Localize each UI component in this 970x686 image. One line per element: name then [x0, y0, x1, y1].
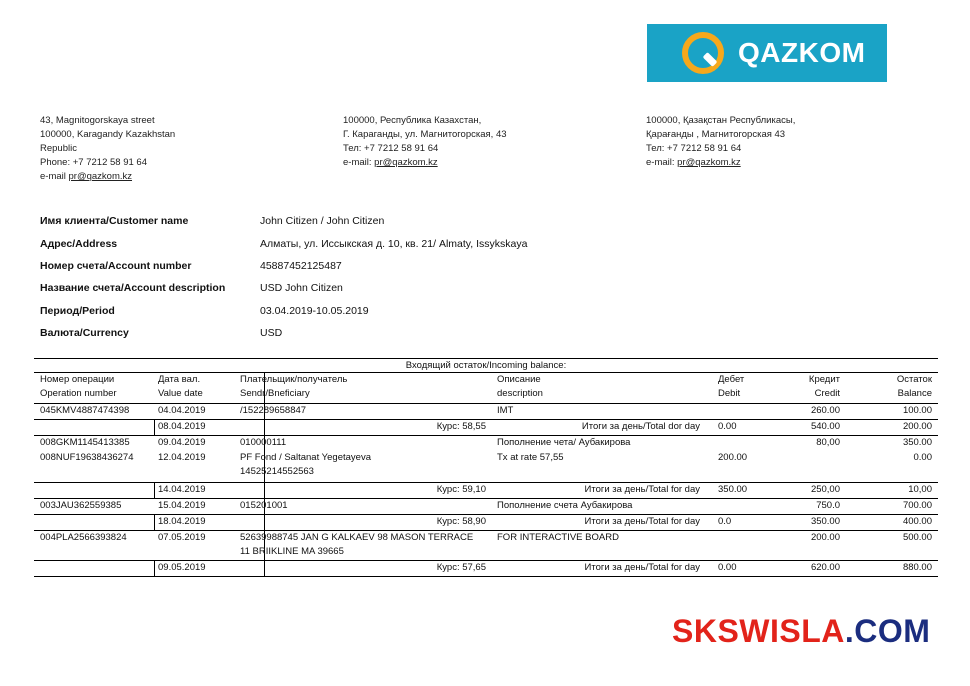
- total-label: Итоги за день/Total dor day: [581, 421, 700, 432]
- balance: 10,00: [908, 484, 932, 495]
- logo-text: QAZKOM: [738, 37, 866, 68]
- address-phone: Тел: +7 7212 58 91 64: [343, 143, 439, 154]
- value-date: 09.04.2019: [158, 437, 206, 448]
- value-date: 12.04.2019: [158, 452, 206, 463]
- debit: 0.0: [718, 516, 732, 527]
- description: Пополнение чета/ Аубакирова: [497, 437, 631, 448]
- operation-number: 004PLA2566393824: [40, 532, 127, 543]
- address-line: 100000, Karagandy Kazakhstan: [40, 129, 176, 140]
- account-number-label: Номер счета/Account number: [40, 259, 192, 272]
- address-phone: Тел: +7 7212 58 91 64: [646, 143, 742, 154]
- credit: 250,00: [810, 484, 840, 495]
- header-debit-en: Debit: [718, 388, 741, 399]
- header-op-ru: Номер операции: [40, 374, 115, 385]
- header-balance-ru: Остаток: [896, 374, 932, 385]
- value-date: 14.04.2019: [158, 484, 206, 495]
- payer: /152289658847: [240, 405, 307, 416]
- balance: 500.00: [902, 532, 932, 543]
- payer: 52639988745 JAN G KALKAEV 98 MASON TERRACE: [240, 532, 474, 543]
- debit: 350.00: [718, 484, 748, 495]
- address-line: 100000, Республика Казахстан,: [343, 115, 482, 126]
- total-label: Итоги за день/Total for day: [584, 562, 700, 573]
- payer: 015201001: [240, 500, 288, 511]
- exchange-rate: Курс: 59,10: [436, 484, 486, 495]
- credit: 350.00: [810, 516, 840, 527]
- balance: 350.00: [902, 437, 932, 448]
- operation-number: 008NUF19638436274: [40, 452, 134, 463]
- description: IMT: [497, 405, 514, 416]
- debit: 0.00: [718, 562, 737, 573]
- address-line: Г. Караганды, ул. Магнитогорская, 43: [343, 129, 507, 140]
- bank-logo: [647, 24, 887, 82]
- balance: 200.00: [902, 421, 932, 432]
- address-block-russian: [343, 114, 507, 170]
- description: Пополнение счета Аубакирова: [497, 500, 633, 511]
- description: Tx at rate 57,55: [497, 452, 564, 463]
- header-debit-ru: Дебет: [718, 374, 745, 385]
- address-block-english: [40, 114, 175, 184]
- operation-number: 045KMV4887474398: [40, 405, 130, 416]
- address-block-kazakh: [646, 114, 795, 170]
- table-row: [34, 498, 938, 514]
- table-row: [34, 530, 938, 560]
- table-row: [34, 403, 938, 419]
- table-row: [34, 435, 938, 451]
- account-description-label: Название счета/Account description: [40, 282, 226, 295]
- balance: 880.00: [902, 562, 932, 573]
- address-line: 43, Magnitogorskaya street: [40, 115, 155, 126]
- total-label: Итоги за день/Total for day: [584, 516, 700, 527]
- header-balance-en: Balance: [897, 388, 932, 399]
- payer: PF Fond / Saltanat Yegetayeva: [240, 452, 371, 463]
- credit: 80,00: [816, 437, 840, 448]
- day-total-row: [34, 482, 938, 498]
- value-date: 04.04.2019: [158, 405, 206, 416]
- account-number-value: 45887452125487: [260, 259, 342, 272]
- customer-name-value: John Citizen / John Citizen: [260, 215, 385, 228]
- value-date: 18.04.2019: [158, 516, 206, 527]
- header-desc-ru: Описание: [497, 374, 541, 385]
- payer: 010000111: [240, 437, 287, 448]
- payer-address: 11 BRIIKLINE MA 39665: [240, 546, 344, 557]
- email-prefix: e-mail:: [343, 157, 375, 168]
- address-value: Алматы, ул. Иссыкская д. 10, кв. 21/ Almaty, Issykskaya: [260, 237, 528, 250]
- payer-account: 14525214552563: [240, 466, 314, 477]
- header-payer-ru: Плательщик/получатель: [240, 374, 348, 385]
- header-credit-en: Credit: [814, 388, 840, 399]
- email-link[interactable]: pr@qazkom.kz: [374, 157, 438, 168]
- total-label: Итоги за день/Total for day: [584, 484, 700, 495]
- account-description-value: USD John Citizen: [260, 282, 343, 295]
- watermark-domain: .COM: [844, 613, 931, 649]
- credit: 260.00: [810, 405, 840, 416]
- credit: 540.00: [810, 421, 840, 432]
- client-info: [40, 210, 527, 344]
- period-label: Период/Period: [40, 304, 115, 317]
- incoming-balance-title: Входящий остаток/Incoming balance:: [405, 360, 567, 371]
- table-row: [34, 451, 938, 482]
- watermark-name: SKSWISLA: [672, 613, 845, 649]
- debit: 0.00: [718, 421, 737, 432]
- header-payer-en: Sendr/Bneficiary: [240, 388, 310, 399]
- statement-table: [34, 358, 938, 577]
- operation-number: 008GKM1145413385: [40, 437, 130, 448]
- address-phone: Phone: +7 7212 58 91 64: [40, 157, 147, 168]
- header-desc-en: description: [497, 388, 543, 399]
- exchange-rate: Курс: 57,65: [436, 562, 486, 573]
- value-date: 08.04.2019: [158, 421, 206, 432]
- header-date-en: Value date: [158, 388, 203, 399]
- watermark: [672, 613, 930, 650]
- balance: 400.00: [902, 516, 932, 527]
- credit: 620.00: [810, 562, 840, 573]
- day-total-row: [34, 514, 938, 530]
- address-line: Қарағанды , Магнитогорская 43: [646, 129, 786, 140]
- currency-label: Валюта/Currency: [40, 327, 129, 340]
- description: FOR INTERACTIVE BOARD: [497, 532, 619, 543]
- value-date: 15.04.2019: [158, 500, 206, 511]
- currency-value: USD: [260, 327, 283, 340]
- balance: 700.00: [902, 500, 932, 511]
- credit: 750.0: [816, 500, 840, 511]
- email-prefix: e-mail: [40, 171, 69, 182]
- exchange-rate: Курс: 58,55: [436, 421, 486, 432]
- exchange-rate: Курс: 58,90: [436, 516, 486, 527]
- value-date: 07.05.2019: [158, 532, 206, 543]
- address-line: 100000, Қазақстан Республикасы,: [646, 115, 796, 126]
- header-credit-ru: Кредит: [808, 374, 840, 385]
- day-total-row: [34, 419, 938, 435]
- customer-name-label: Имя клиента/Customer name: [40, 215, 189, 228]
- day-total-row: [34, 560, 938, 576]
- value-date: 09.05.2019: [158, 562, 206, 573]
- address-label: Адрес/Address: [40, 237, 118, 250]
- email-prefix: e-mail:: [646, 157, 678, 168]
- balance: 100.00: [902, 405, 932, 416]
- debit: 200.00: [718, 452, 748, 463]
- operation-number: 003JAU362559385: [40, 500, 122, 511]
- header-op-en: Operation number: [40, 388, 117, 399]
- credit: 200.00: [810, 532, 840, 543]
- period-value: 03.04.2019-10.05.2019: [260, 304, 369, 317]
- header-date-ru: Дата вал.: [158, 374, 201, 385]
- email-link[interactable]: pr@qazkom.kz: [677, 157, 741, 168]
- address-line: Republic: [40, 143, 77, 154]
- email-link[interactable]: pr@qazkom.kz: [68, 171, 133, 182]
- table-header: [34, 372, 938, 403]
- balance: 0.00: [913, 452, 932, 463]
- logo-q-icon: [682, 32, 724, 74]
